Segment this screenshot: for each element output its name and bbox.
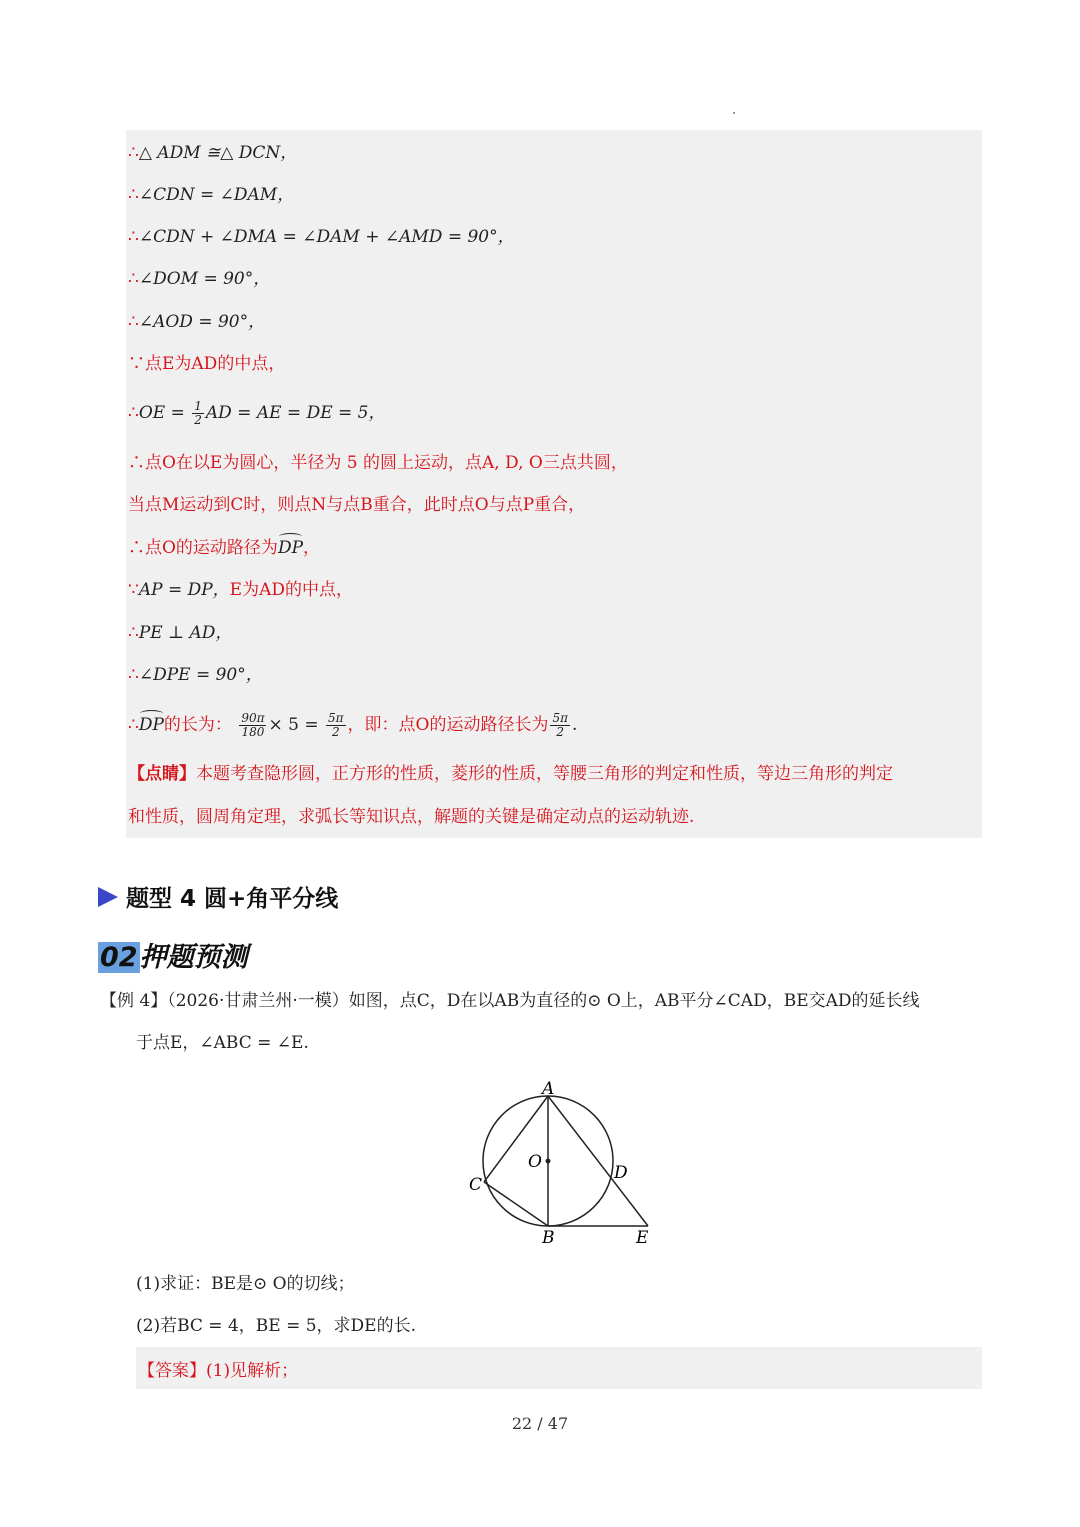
fraction-5pi-2-b: $\frac{5\pi}{2}$ (552, 711, 568, 739)
solution-line-2: ∴∠CDN = ∠DAM， (128, 185, 295, 205)
fraction-half: $\frac{1}{2}$ (194, 399, 202, 427)
triangle-bullet-icon (98, 887, 118, 907)
solution-line-8: ∴点O在以E为圆心，半径为 5 的圆上运动，点A, D, O三点共圆， (128, 453, 628, 473)
solution-line-12: ∴PE ⊥ AD， (128, 623, 233, 643)
comment-line-1: 【点睛】本题考查隐形圆，正方形的性质，菱形的性质，等腰三角形的判定和性质，等边三角形的判定 (128, 764, 893, 784)
fraction-5pi-2: $\frac{5\pi}{2}$ (328, 711, 344, 739)
label-o: O (528, 1152, 542, 1172)
solution-line-1: ∴△ ADM ≅△ DCN， (128, 143, 298, 163)
solution-line-7: ∴OE = $\frac{1}{2}$ AD = AE = DE = 5， (128, 399, 386, 427)
arc-dp: DP (277, 538, 304, 558)
example-line-2: 于点E，∠ABC = ∠E. (136, 1033, 309, 1053)
solution-line-4: ∴∠DOM = 90°， (128, 269, 271, 289)
solution-line-11: ∵AP = DP，E为AD的中点， (128, 580, 353, 600)
therefore-symbol: ∴ (128, 143, 139, 163)
section-heading: 题型 4 圆+角平分线 (98, 880, 338, 913)
question-1: (1)求证：BE是⊙ O的切线； (136, 1274, 355, 1294)
sub-heading: 02押题预测 (100, 942, 248, 973)
example-line-1: 【例 4】（2026·甘肃兰州·一模）如图，点C，D在以AB为直径的⊙ O上，AB平分∠CAD，BE交AD的延长线 (100, 991, 920, 1011)
label-b: B (542, 1228, 555, 1248)
page-number: 22 / 47 (511, 1414, 569, 1433)
solution-line-10: ∴点O的运动路径为DP， (128, 538, 321, 558)
center-dot (546, 1159, 551, 1164)
label-a: A (542, 1079, 555, 1099)
label-d: D (614, 1163, 628, 1183)
solution-line-14: ∴DP的长为： $\frac{90\pi}{180}$ × 5 = $\frac{5\pi}{2}$ ，即：点O的运动路径长为 $\frac{5\pi}{2}$ . (128, 711, 578, 739)
label-c: C (469, 1175, 483, 1195)
stray-dot (733, 112, 735, 114)
solution-line-13: ∴∠DPE = 90°， (128, 665, 263, 685)
answer-text: 【答案】(1)见解析； (138, 1361, 299, 1381)
segment-cb (484, 1182, 548, 1226)
solution-line-6: ∵点E为AD的中点， (128, 354, 286, 374)
because-symbol: ∵ (128, 354, 145, 374)
label-e: E (636, 1228, 649, 1248)
solution-line-3: ∴∠CDN + ∠DMA = ∠DAM + ∠AMD = 90°， (128, 227, 515, 247)
question-2: (2)若BC = 4，BE = 5，求DE的长. (136, 1316, 416, 1336)
segment-ae (548, 1096, 648, 1226)
solution-line-9: 当点M运动到C时，则点N与点B重合，此时点O与点P重合， (128, 495, 586, 515)
fraction-90pi-180: $\frac{90\pi}{180}$ (241, 711, 265, 739)
geometry-figure (462, 1075, 662, 1250)
comment-line-2: 和性质，圆周角定理，求弧长等知识点，解题的关键是确定动点的运动轨迹. (128, 807, 695, 827)
solution-line-5: ∴∠AOD = 90°， (128, 312, 266, 332)
